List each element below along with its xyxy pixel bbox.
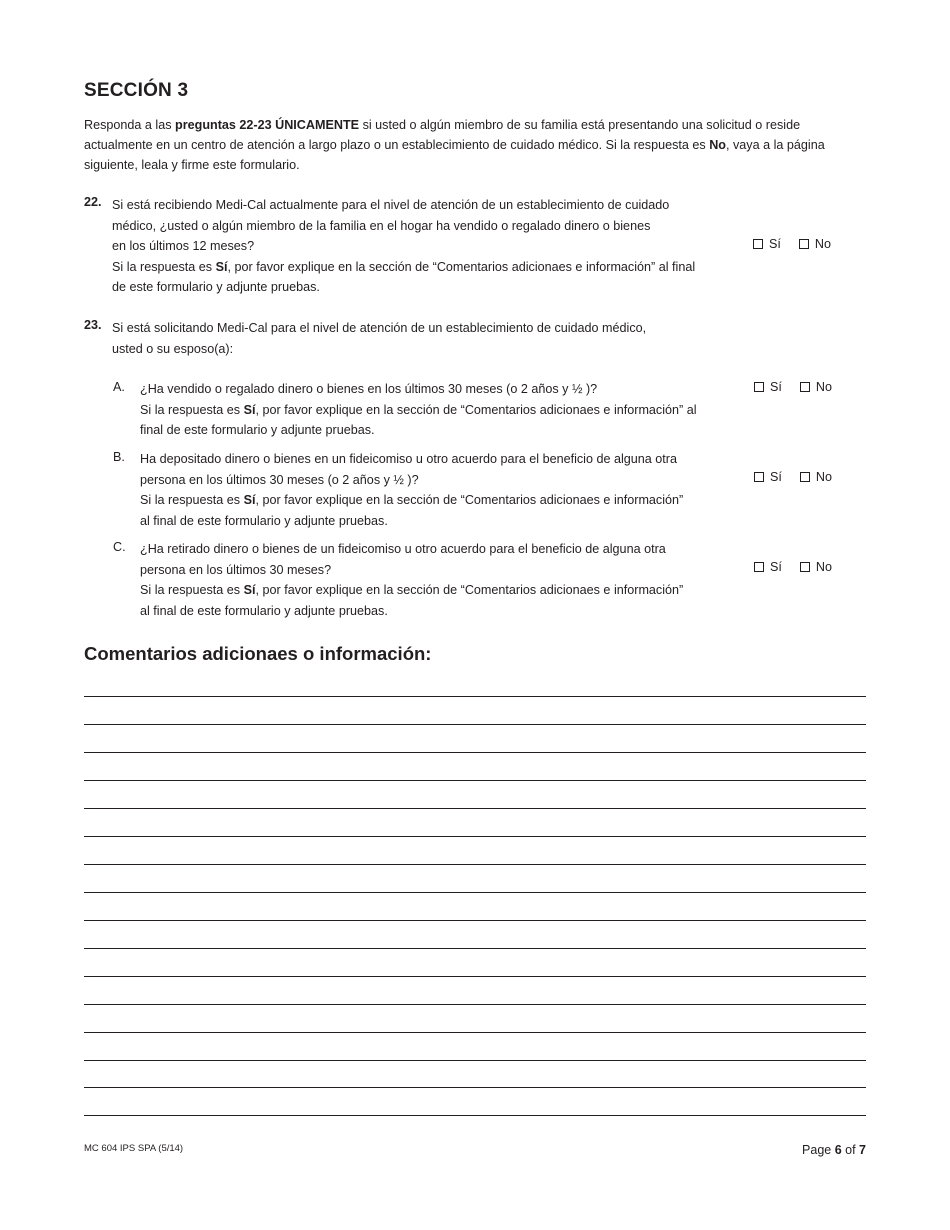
question-23c-explanation (140, 580, 720, 601)
question-23b-options (754, 470, 850, 484)
total-pages: 7 (859, 1143, 866, 1157)
no-label: No (815, 380, 833, 394)
comment-line[interactable] (84, 780, 866, 781)
explanation-bold: Sí (243, 402, 256, 417)
question-22-line: de este formulario y adjunte pruebas. (112, 280, 320, 294)
no-label: No (814, 237, 832, 251)
section-intro (84, 115, 864, 175)
question-22-line: Si está recibiendo Medi-Cal actualmente para el nivel de atención de un establecimiento de cuidado (112, 198, 670, 212)
page-number (802, 1143, 866, 1157)
explanation-text: , por favor explique en la sección de “Comentarios adicionaes e información” (255, 583, 684, 597)
explanation-text: Si la respuesta es (140, 493, 244, 507)
question-23a-line: final de este formulario y adjunte pruebas. (140, 423, 375, 437)
explanation-text: , por favor explique en la sección de “Comentarios adicionaes e información” al final (227, 259, 696, 274)
intro-text: , vaya a la página siguiente, leala y firme este formulario. (84, 138, 825, 172)
no-label: No (815, 470, 833, 484)
no-label: No (815, 560, 833, 574)
comment-line[interactable] (84, 752, 866, 753)
question-23b-line: al final de este formulario y adjunte pruebas. (140, 513, 388, 528)
question-23-line: Si está solicitando Medi-Cal para el nivel de atención de un establecimiento de cuidado médico, (112, 321, 647, 335)
question-23b-yes-option[interactable] (754, 470, 782, 484)
comments-heading: Comentarios adicionaes o información: (84, 643, 432, 664)
comment-line[interactable] (84, 724, 866, 725)
explanation-text: Si la respuesta es (140, 402, 244, 417)
checkbox[interactable] (799, 239, 809, 249)
question-23c-yes-option[interactable] (754, 560, 782, 574)
question-23b-explanation (140, 490, 720, 511)
comment-line[interactable] (84, 864, 866, 865)
comment-line[interactable] (84, 1060, 866, 1061)
question-23c-line: ¿Ha retirado dinero o bienes de un fideicomiso u otro acuerdo para el beneficio de alguna otra (140, 542, 666, 556)
yes-label: Sí (770, 560, 782, 574)
explanation-text: , por favor explique en la sección de “Comentarios adicionaes e información” (255, 493, 684, 507)
checkbox[interactable] (800, 382, 810, 392)
question-23c-no-option[interactable] (800, 560, 832, 574)
question-23a-yes-option[interactable] (754, 380, 782, 394)
comment-line[interactable] (84, 920, 866, 921)
question-22-no-option[interactable] (799, 237, 831, 251)
explanation-text: , por favor explique en la sección de “Comentarios adicionaes e información” al (255, 402, 697, 417)
current-page: 6 (834, 1143, 842, 1157)
question-23c-letter: C. (113, 540, 126, 554)
question-22-yes-option[interactable] (753, 237, 781, 251)
comment-line[interactable] (84, 1115, 866, 1116)
checkbox[interactable] (754, 472, 764, 482)
comment-line[interactable] (84, 976, 866, 977)
page-label: Page (802, 1143, 835, 1157)
comment-line[interactable] (84, 892, 866, 893)
question-23a-text (140, 379, 720, 441)
question-22-number: 22. (84, 195, 102, 209)
explanation-text: Si la respuesta es (140, 583, 244, 597)
of-label: of (841, 1143, 860, 1157)
explanation-bold: Sí (243, 583, 256, 597)
question-23b-no-option[interactable] (800, 470, 832, 484)
comment-line[interactable] (84, 1087, 866, 1088)
intro-text: si usted o algún miembro de su familia está presentando una solicitud o reside actualmente en un centro de atención a largo plazo o un establecimiento de cuidado médico. Si la respuesta es (84, 118, 801, 152)
question-23c-line: al final de este formulario y adjunte pruebas. (140, 603, 388, 618)
question-23c-line: persona en los últimos 30 meses? (140, 562, 332, 577)
question-22-text (112, 195, 722, 298)
section-title: SECCIÓN 3 (84, 80, 189, 101)
question-22-options (753, 237, 849, 251)
question-23b-letter: B. (113, 450, 125, 464)
question-23b-line: Ha depositado dinero o bienes en un fideicomiso u otro acuerdo para el beneficio de alguna otra (140, 452, 677, 466)
checkbox[interactable] (754, 562, 764, 572)
question-23c-options (754, 560, 850, 574)
question-23-number: 23. (84, 318, 102, 332)
yes-label: Sí (770, 470, 782, 484)
question-23a-no-option[interactable] (800, 380, 832, 394)
question-23b-text (140, 449, 720, 531)
yes-label: Sí (770, 380, 782, 394)
question-22-line: médico, ¿usted o algún miembro de la familia en el hogar ha vendido o regalado dinero o bienes (112, 218, 651, 233)
comment-line[interactable] (84, 1004, 866, 1005)
comment-line[interactable] (84, 1032, 866, 1033)
question-22-line: en los últimos 12 meses? (112, 239, 255, 253)
comment-line[interactable] (84, 948, 866, 949)
intro-text: Responda a las (84, 118, 176, 132)
form-id: MC 604 IPS SPA (5/14) (84, 1143, 184, 1154)
question-22-explanation (112, 257, 722, 278)
checkbox[interactable] (753, 239, 763, 249)
comment-line[interactable] (84, 696, 866, 697)
question-23-line: usted o su esposo(a): (112, 341, 234, 356)
yes-label: Sí (769, 237, 781, 251)
question-23a-explanation (140, 400, 720, 421)
question-23c-text (140, 539, 720, 621)
question-23a-line: ¿Ha vendido o regalado dinero o bienes en los últimos 30 meses (o 2 años y ½ )? (140, 382, 598, 396)
intro-bold-no: No (709, 138, 726, 152)
explanation-bold: Sí (243, 493, 256, 507)
question-23-text (112, 318, 722, 359)
intro-bold-questions: preguntas 22-23 ÚNICAMENTE (175, 118, 360, 132)
question-23b-line: persona en los últimos 30 meses (o 2 años y ½ )? (140, 472, 419, 487)
question-23a-options (754, 380, 850, 394)
question-23a-letter: A. (113, 380, 125, 394)
explanation-text: Si la respuesta es (112, 259, 216, 274)
checkbox[interactable] (800, 472, 810, 482)
comment-line[interactable] (84, 836, 866, 837)
checkbox[interactable] (800, 562, 810, 572)
explanation-bold: Sí (215, 259, 228, 274)
checkbox[interactable] (754, 382, 764, 392)
comment-line[interactable] (84, 808, 866, 809)
